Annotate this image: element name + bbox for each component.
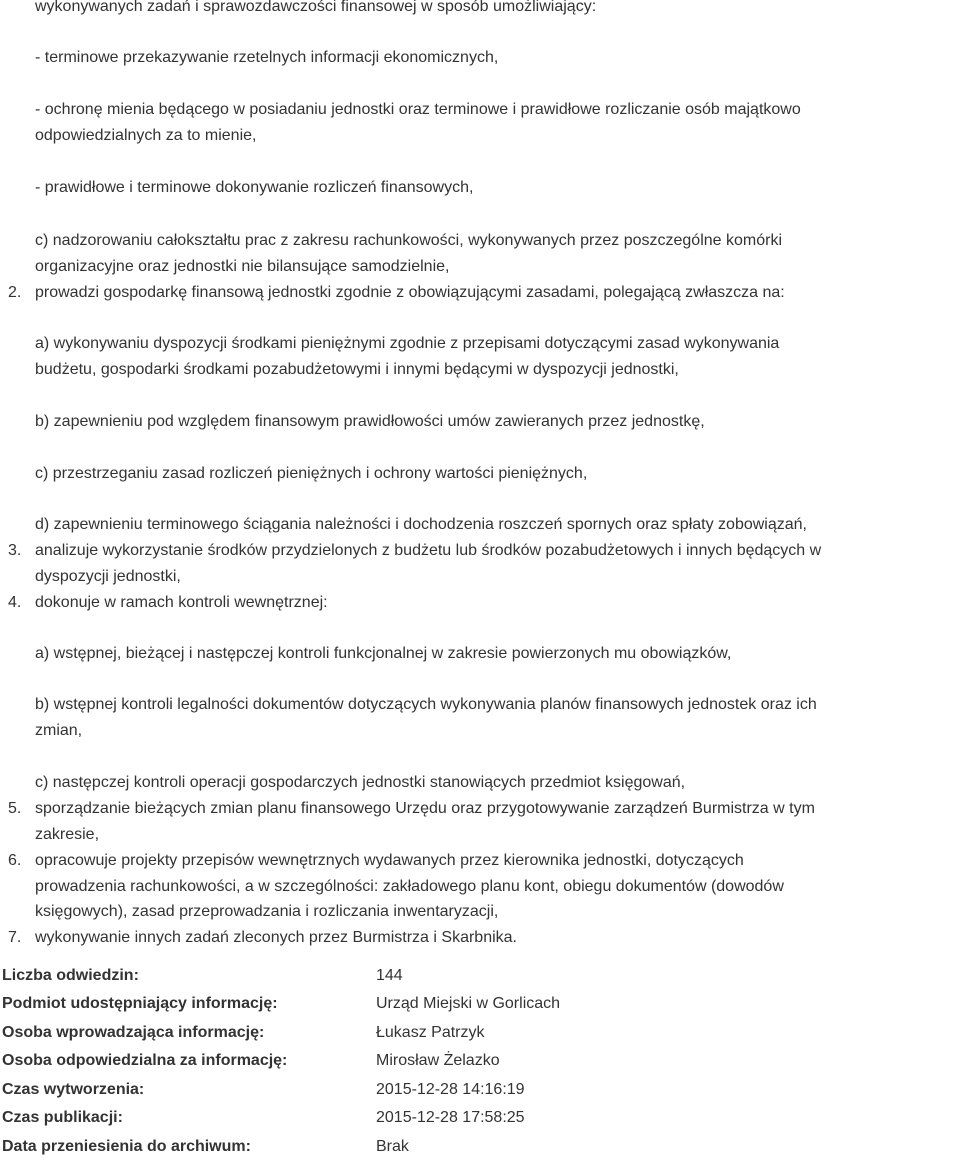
list-number: 2. [8,284,22,301]
meta-label-archived: Data przeniesienia do archiwum: [2,1138,251,1155]
text-line: księgowych), zasad przeprowadzania i rozliczania inwentaryzacji, [35,903,499,920]
text-line: a) wstępnej, bieżącej i następczej kontroli funkcjonalnej w zakresie powierzonych mu obowiązków, [35,645,732,662]
list-number: 6. [8,852,22,869]
meta-value-visits: 144 [376,967,403,984]
text-line: wykonywanych zadań i sprawozdawczości finansowej w sposób umożliwiający: [35,0,597,15]
text-line: d) zapewnieniu terminowego ściągania należności i dochodzenia roszczeń spornych oraz spłaty zobowiązań, [35,516,807,533]
text-line: budżetu, gospodarki środkami pozabudżetowymi i innymi będącymi w dyspozycji jednostki, [35,361,679,378]
text-line: prowadzi gospodarkę finansową jednostki zgodnie z obowiązującymi zasadami, polegającą zwłaszcza na: [35,284,785,301]
text-line: - terminowe przekazywanie rzetelnych informacji ekonomicznych, [35,49,499,66]
meta-value-created: 2015-12-28 14:16:19 [376,1081,525,1098]
text-line: c) następczej kontroli operacji gospodarczych jednostki stanowiących przedmiot księgowań, [35,774,686,791]
text-line: dyspozycji jednostki, [35,568,181,585]
meta-label-entered-by: Osoba wprowadzająca informację: [2,1024,265,1041]
meta-value-published: 2015-12-28 17:58:25 [376,1109,525,1126]
meta-value-publisher: Urząd Miejski w Gorlicach [376,995,561,1012]
text-line: - ochronę mienia będącego w posiadaniu jednostki oraz terminowe i prawidłowe rozliczanie osób majątkowo [35,101,801,118]
list-number: 5. [8,800,22,817]
text-line: c) przestrzeganiu zasad rozliczeń pieniężnych i ochrony wartości pieniężnych, [35,465,588,482]
meta-value-responsible: Mirosław Żelazko [376,1052,500,1069]
meta-label-publisher: Podmiot udostępniający informację: [2,995,278,1012]
text-line: a) wykonywaniu dyspozycji środkami pieniężnymi zgodnie z przepisami dotyczącymi zasad wykonywania [35,335,780,352]
list-number: 3. [8,542,22,559]
meta-label-published: Czas publikacji: [2,1109,123,1126]
text-line: zmian, [35,722,83,739]
list-number: 4. [8,594,22,611]
text-line: c) nadzorowaniu całokształtu prac z zakresu rachunkowości, wykonywanych przez poszczególne komórki [35,232,782,249]
text-line: analizuje wykorzystanie środków przydzielonych z budżetu lub środków pozabudżetowych i innych będących w [35,542,822,559]
text-line: prowadzenia rachunkowości, a w szczególności: zakładowego planu kont, obiegu dokumentów (dowodów [35,878,784,895]
text-line: zakresie, [35,826,100,843]
text-line: sporządzanie bieżących zmian planu finansowego Urzędu oraz przygotowywanie zarządzeń Burmistrza w tym [35,800,815,817]
text-line: - prawidłowe i terminowe dokonywanie rozliczeń finansowych, [35,179,474,196]
meta-label-visits: Liczba odwiedzin: [2,967,139,984]
text-line: b) zapewnieniu pod względem finansowym prawidłowości umów zawieranych przez jednostkę, [35,413,705,430]
text-line: odpowiedzialnych za to mienie, [35,127,257,144]
text-line: b) wstępnej kontroli legalności dokumentów dotyczących wykonywania planów finansowych jednostek oraz ich [35,696,817,713]
meta-label-responsible: Osoba odpowiedzialna za informację: [2,1052,288,1069]
text-line: wykonywanie innych zadań zleconych przez Burmistrza i Skarbnika. [35,929,517,946]
text-line: opracowuje projekty przepisów wewnętrznych wydawanych przez kierownika jednostki, dotyczących [35,852,744,869]
meta-value-entered-by: Łukasz Patrzyk [376,1024,485,1041]
list-number: 7. [8,929,22,946]
text-line: dokonuje w ramach kontroli wewnętrznej: [35,594,328,611]
meta-label-created: Czas wytworzenia: [2,1081,145,1098]
text-line: organizacyjne oraz jednostki nie bilansujące samodzielnie, [35,258,450,275]
meta-value-archived: Brak [376,1138,409,1155]
